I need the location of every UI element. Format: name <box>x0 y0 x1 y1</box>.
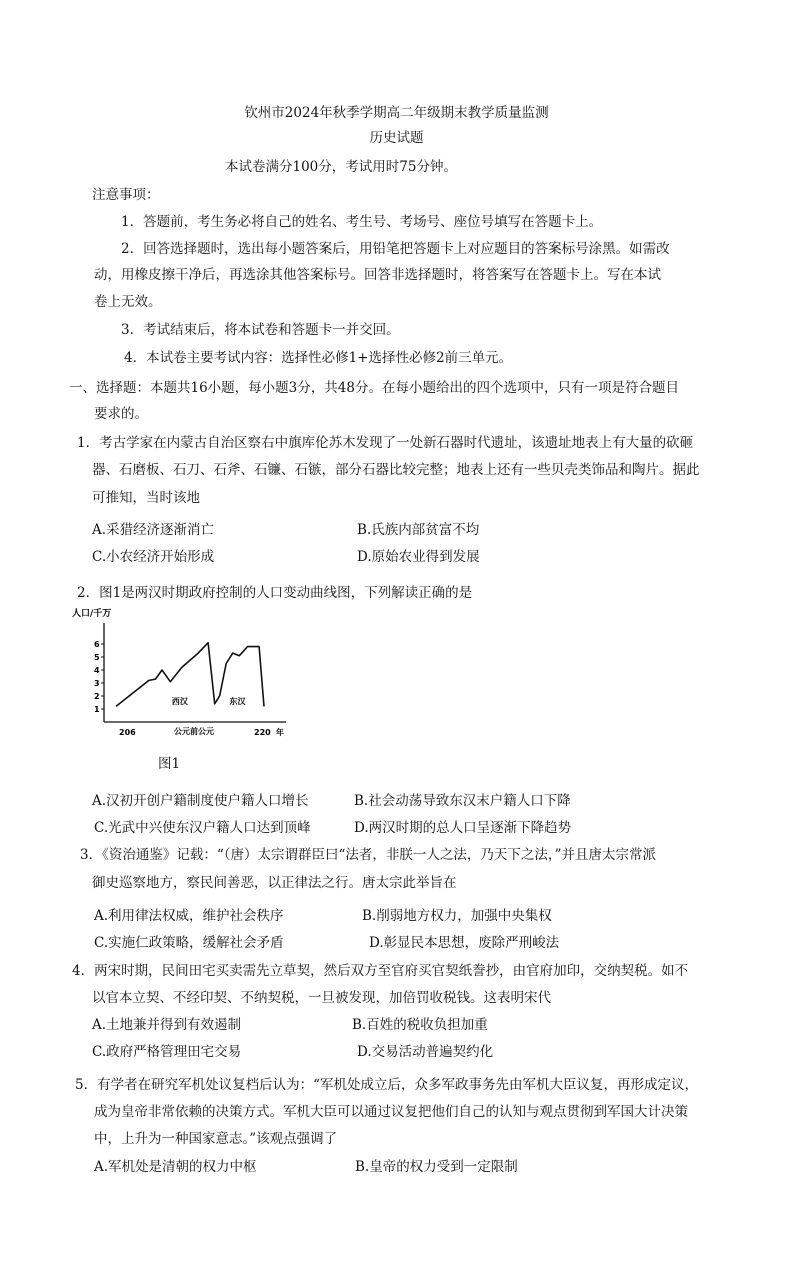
question-4-option-c[interactable]: C.政府严格管理田宅交易 <box>92 1044 242 1060</box>
question-1-text: 1．考古学家在内蒙古自治区察右中旗库伦苏木发现了一处新石器时代遗址，该遗址地表上有大量的砍砸 <box>77 435 694 451</box>
y-tick-label: 4 <box>94 666 100 675</box>
question-2-option-b[interactable]: B.社会动荡导致东汉末户籍人口下降 <box>354 793 571 809</box>
question-4-option-a[interactable]: A.土地兼并得到有效遏制 <box>92 1017 242 1033</box>
question-5-option-a[interactable]: A.军机处是清朝的权力中枢 <box>94 1159 257 1175</box>
question-1-option-d[interactable]: D.原始农业得到发展 <box>357 549 480 565</box>
figure-caption: 图1 <box>158 756 181 772</box>
notice-item: 卷上无效。 <box>94 294 162 310</box>
notice-item: 动，用橡皮擦干净后，再选涂其他答案标号。回答非选择题时，将答案写在答题卡上。写在本试 <box>94 267 661 283</box>
question-2-text: 2．图1是两汉时期政府控制的人口变动曲线图，下列解读正确的是 <box>77 585 473 601</box>
notice-item: 2．回答选择题时，选出每小题答案后，用铅笔把答题卡上对应题目的答案标号涂黑。如需改 <box>121 241 670 257</box>
question-1-option-a[interactable]: A.采猎经济逐渐消亡 <box>92 522 215 538</box>
y-tick-label: 5 <box>94 653 100 662</box>
notice-heading: 注意事项： <box>92 187 160 203</box>
question-4-option-d[interactable]: D.交易活动普遍契约化 <box>357 1044 494 1060</box>
question-4-text: 以官本立契、不经印契、不纳契税，一旦被发现，加倍罚收税钱。这表明宋代 <box>92 990 551 1006</box>
section-heading: 一、选择题：本题共16小题，每小题3分，共48分。在每小题给出的四个选项中，只有一项是符合题目 <box>69 380 679 396</box>
question-3-option-c[interactable]: C.实施仁政策略，缓解社会矛盾 <box>94 935 284 951</box>
series-label-eastern-han: 东汉 <box>229 696 246 706</box>
question-1-option-c[interactable]: C.小农经济开始形成 <box>92 549 215 565</box>
exam-info: 本试卷满分100分，考试用时75分钟。 <box>225 159 457 175</box>
question-4-option-b[interactable]: B.百姓的税收负担加重 <box>352 1017 488 1033</box>
population-chart <box>70 604 290 739</box>
question-3-option-a[interactable]: A.利用律法权威，维护社会秩序 <box>94 908 284 924</box>
x-tick-label-start: 206 <box>119 728 136 737</box>
y-axis-label: 人口/千万 <box>72 609 112 619</box>
question-5-text: 5．有学者在研究军机处议复档后认为：“军机处成立后，众多军政事务先由军机大臣议复，再形成定议， <box>75 1077 698 1093</box>
question-2-option-c[interactable]: C.光武中兴使东汉户籍人口达到顶峰 <box>94 820 311 836</box>
question-1-text: 可推知，当时该地 <box>92 490 200 506</box>
question-2-option-d[interactable]: D.两汉时期的总人口呈逐渐下降趋势 <box>354 820 572 836</box>
x-axis-unit: 年 <box>276 728 284 737</box>
y-tick-label: 2 <box>94 692 100 701</box>
question-2-option-a[interactable]: A.汉初开创户籍制度使户籍人口增长 <box>92 793 309 809</box>
exam-title: 钦州市2024年秋季学期高二年级期末教学质量监测 <box>244 105 549 121</box>
notice-item: 3．考试结束后，将本试卷和答题卡一并交回。 <box>121 322 400 338</box>
question-3-text: 御史巡察地方，察民间善恶，以正律法之行。唐太宗此举旨在 <box>92 875 457 891</box>
x-tick-label-end: 220 <box>254 728 271 737</box>
series-label-western-han: 西汉 <box>171 696 188 706</box>
question-3-option-b[interactable]: B.削弱地方权力，加强中央集权 <box>362 908 552 924</box>
exam-subject: 历史试题 <box>369 130 424 146</box>
y-tick-label: 6 <box>94 640 100 649</box>
x-tick-label-ce: 公元 <box>198 727 214 736</box>
y-tick-label: 3 <box>94 679 100 688</box>
notice-item: 1．答题前，考生务必将自己的姓名、考生号、考场号、座位号填写在答题卡上。 <box>121 214 603 230</box>
section-heading-cont: 要求的。 <box>94 406 148 422</box>
question-3-option-d[interactable]: D.彰显民本思想，废除严刑峻法 <box>369 935 560 951</box>
y-tick-label: 1 <box>94 705 100 714</box>
question-3-text: 3．《资治通鉴》记载：“（唐）太宗谓群臣曰“法者，非朕一人之法，乃天下之法，”并且唐太宗常派 <box>80 847 657 863</box>
notice-item: 4．本试卷主要考试内容：选择性必修1+选择性必修2前三单元。 <box>124 350 513 366</box>
x-tick-label-bce: 公元前 <box>174 727 198 736</box>
question-1-option-b[interactable]: B.氏族内部贫富不均 <box>357 522 480 538</box>
question-5-text: 中，上升为一种国家意志。”该观点强调了 <box>94 1131 338 1147</box>
question-1-text: 器、石磨板、石刀、石斧、石镰、石镞，部分石器比较完整；地表上还有一些贝壳类饰品和陶片。据此 <box>92 462 700 478</box>
question-4-text: 4．两宋时期，民间田宅买卖需先立草契，然后双方至官府买官契纸誊抄，由官府加印，交纳契税。如不 <box>72 963 689 979</box>
question-5-text: 成为皇帝非常依赖的决策方式。军机大臣可以通过议复把他们自己的认知与观点贯彻到军国大计决策 <box>94 1104 688 1120</box>
question-5-option-b[interactable]: B.皇帝的权力受到一定限制 <box>355 1159 518 1175</box>
